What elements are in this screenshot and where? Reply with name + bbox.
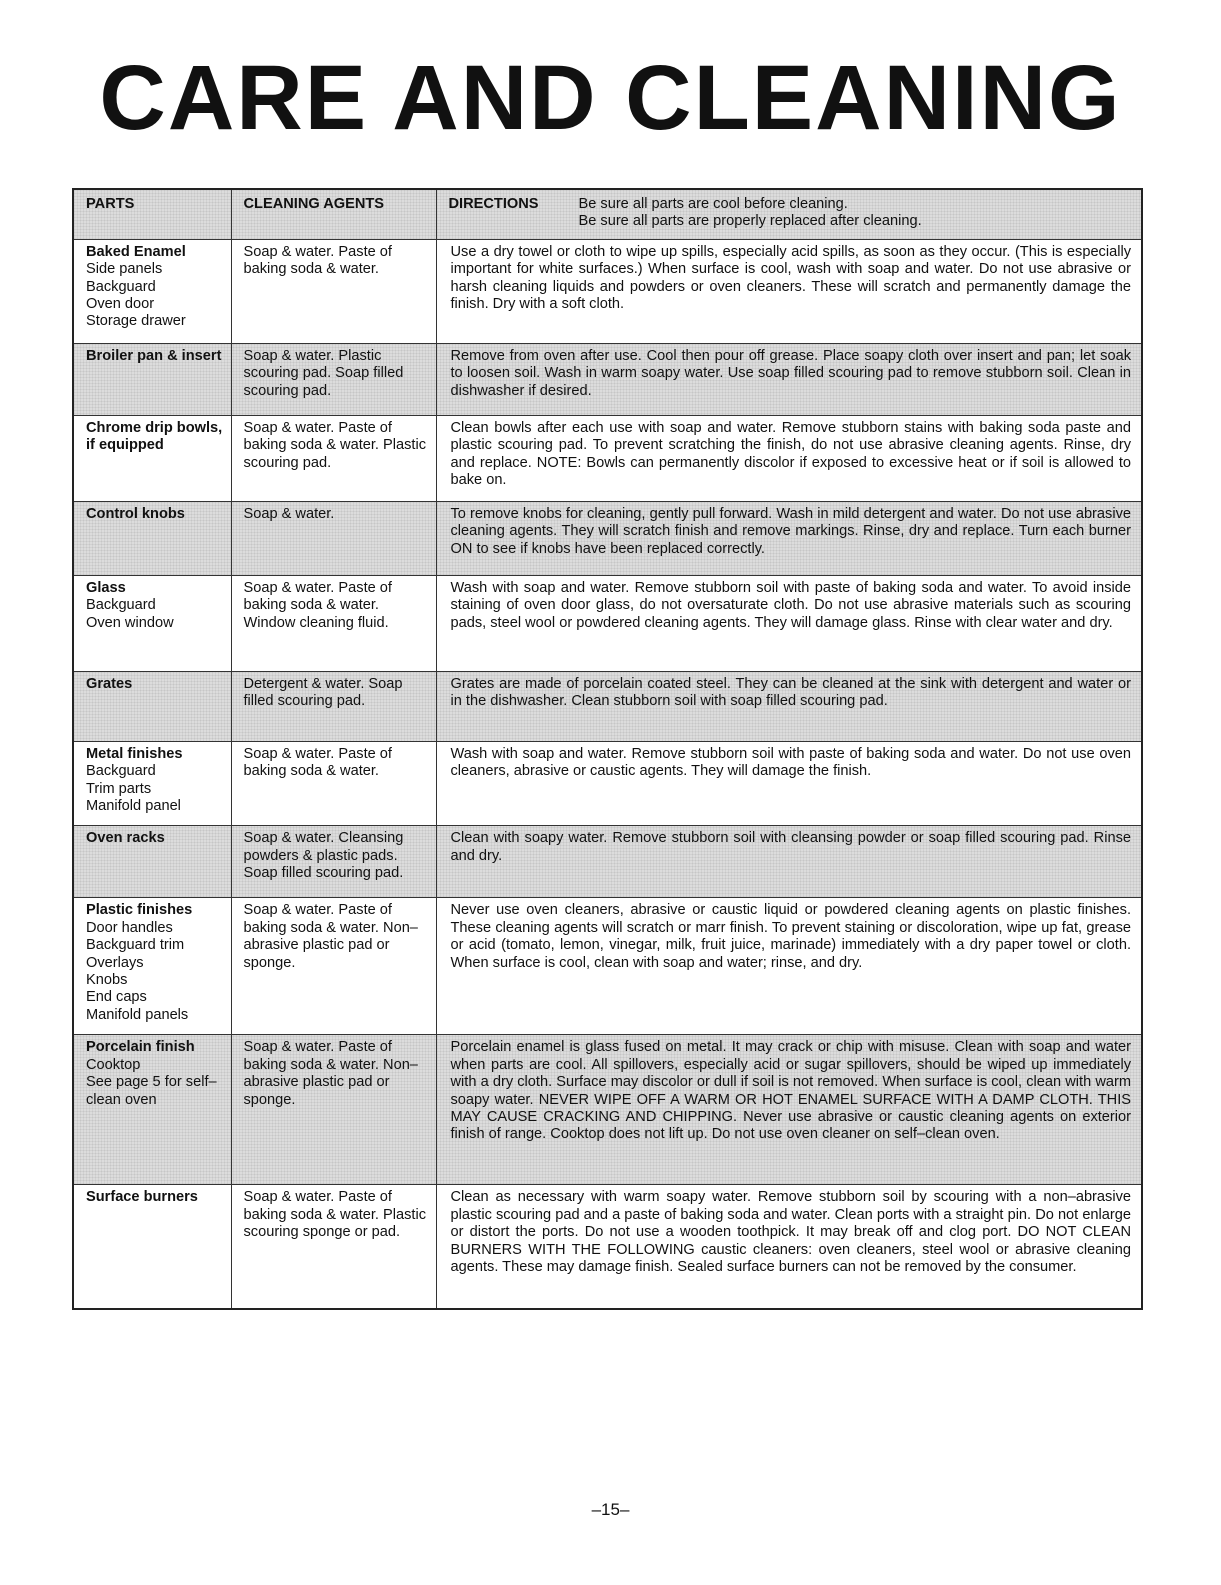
- directions-cell: Clean as necessary with warm soapy water. Remove stubborn soil by scouring with a non–abrasive plastic scouring pad and a paste of baking soda and water. Clean ports with a straight pin. Do not enlarge or distort the ports. Do not use a wooden toothpick. It may break off and clog port. DO NOT CLEAN BURNERS WITH THE FOLLOWING caustic cleaners: oven cleaners, steel wool or abrasive cleaning agents. These may damage finish. Sealed surface burners can not be removed by the consumer.: [436, 1185, 1142, 1309]
- page-number: –15–: [591, 1500, 630, 1519]
- subpart-item: Oven window: [86, 614, 174, 631]
- part-name: Chrome drip bowls, if equipped: [86, 419, 223, 454]
- care-cleaning-table: [72, 188, 1143, 1310]
- directions-cell: Remove from oven after use. Cool then pour off grease. Place soapy cloth over insert and pan; let soak to loosen soil. Wash in warm soapy water. Use soap filled scouring pad to remove stubborn soil. Clean in dishwasher if desired.: [436, 343, 1142, 415]
- subpart-item: Knobs: [86, 972, 128, 989]
- part-name: Porcelain finish: [86, 1039, 195, 1056]
- subpart-item: Trim parts: [86, 780, 152, 797]
- subpart-item: Oven door: [86, 296, 155, 313]
- subpart-item: Manifold panels: [86, 1006, 189, 1023]
- header-note-cool: Be sure all parts are cool before cleaning.: [578, 196, 848, 212]
- subpart-item: Backguard: [86, 278, 156, 295]
- subpart-item: Backguard trim: [86, 937, 185, 954]
- cleaning-agents-cell: Soap & water. Plastic scouring pad. Soap filled scouring pad.: [231, 343, 436, 415]
- directions-cell: To remove knobs for cleaning, gently pull forward. Wash in mild detergent and water. Do not use abrasive cleaning agents. They will scratch finish and remove markings. Rinse, dry and replace. Turn each burner ON to see if knobs have been replaced correctly.: [436, 501, 1142, 575]
- header-cleaning-agents: CLEANING AGENTS: [231, 189, 436, 239]
- table-row: [73, 501, 1142, 575]
- subpart-item: Door handles: [86, 919, 173, 936]
- part-cell: [73, 239, 231, 343]
- part-name: Metal finishes: [86, 745, 183, 762]
- cleaning-agents-cell: Soap & water.: [231, 501, 436, 575]
- header-directions: [436, 189, 1142, 239]
- table-row: [73, 671, 1142, 741]
- directions-cell: Porcelain enamel is glass fused on metal. It may crack or chip with misuse. Clean with soap and water when parts are cool. All spillovers, especially acid or sugar spillovers, should be wiped up immediately with a dry cloth. Surface may discolor or dull if soil is not removed. When surface is cool, clean with warm soapy water. NEVER WIPE OFF A WARM OR HOT ENAMEL SURFACE WITH A DAMP CLOTH. THIS MAY CAUSE CRACKING AND CHIPPING. Never use abrasive or caustic cleaning agents on exterior finish of range. Cooktop does not lift up. Do not use oven cleaner on self–clean oven.: [436, 1035, 1142, 1185]
- table-row: [73, 1185, 1142, 1309]
- subpart-item: Backguard: [86, 763, 156, 780]
- subpart-item: Manifold panel: [86, 798, 181, 815]
- part-cell: [73, 741, 231, 826]
- part-name: Baked Enamel: [86, 243, 186, 260]
- subpart-item: End caps: [86, 989, 147, 1006]
- directions-cell: Wash with soap and water. Remove stubborn soil with paste of baking soda and water. Do not use oven cleaners, abrasive or caustic agents. They will damage the finish.: [436, 741, 1142, 826]
- table-body: [73, 239, 1142, 1308]
- cleaning-agents-cell: Soap & water. Paste of baking soda & water. Window cleaning fluid.: [231, 575, 436, 671]
- part-name: Control knobs: [86, 505, 185, 522]
- subpart-item: Backguard: [86, 597, 156, 614]
- directions-cell: Clean with soapy water. Remove stubborn soil with cleansing powder or soap filled scouring pad. Rinse and dry.: [436, 826, 1142, 898]
- header-parts: PARTS: [73, 189, 231, 239]
- part-cell: [73, 343, 231, 415]
- cleaning-agents-cell: Soap & water. Cleansing powders & plastic pads. Soap filled scouring pad.: [231, 826, 436, 898]
- subpart-item: See page 5 for self–clean oven: [86, 1074, 217, 1108]
- part-cell: [73, 415, 231, 501]
- directions-cell: Grates are made of porcelain coated steel. They can be cleaned at the sink with detergent and water or in the dishwasher. Clean stubborn soil with soap filled scouring pad.: [436, 671, 1142, 741]
- directions-cell: Never use oven cleaners, abrasive or caustic liquid or powdered cleaning agents on plastic finishes. These cleaning agents will scratch or marr finish. To prevent staining or discoloration, wipe up fat, grease or acid (tomato, lemon, vinegar, milk, fruit juice, marinade) immediately with a dry paper towel or cloth. When surface is cool, clean with soap and water; rinse, and dry.: [436, 898, 1142, 1035]
- cleaning-agents-cell: Soap & water. Paste of baking soda & water. Non–abrasive plastic pad or sponge.: [231, 898, 436, 1035]
- header-directions-label: DIRECTIONS: [448, 196, 539, 212]
- subpart-item: Cooktop: [86, 1056, 141, 1073]
- part-cell: [73, 575, 231, 671]
- cleaning-agents-cell: Soap & water. Paste of baking soda & water.: [231, 741, 436, 826]
- part-cell: [73, 501, 231, 575]
- subpart-item: Overlays: [86, 954, 144, 971]
- cleaning-agents-cell: Soap & water. Paste of baking soda & water.: [231, 239, 436, 343]
- cleaning-agents-cell: Soap & water. Paste of baking soda & water. Non–abrasive plastic pad or sponge.: [231, 1035, 436, 1185]
- part-name: Plastic finishes: [86, 902, 193, 919]
- part-cell: [73, 826, 231, 898]
- directions-cell: Wash with soap and water. Remove stubborn soil with paste of baking soda and water. To avoid inside staining of oven door glass, do not oversaturate cloth. Do not use abrasive materials such as scouring pads, steel wool or powdered cleaning agents. They will damage glass. Rinse with clear water and dry.: [436, 575, 1142, 671]
- header-notes: [579, 196, 922, 231]
- part-cell: [73, 1035, 231, 1185]
- directions-cell: Clean bowls after each use with soap and water. Remove stubborn stains with baking soda paste and plastic scouring pad. To prevent scratching the finish, do not use abrasive cleaning agents. Rinse, dry and replace. NOTE: Bowls can permanently discolor if exposed to excessive heat or if soil is allowed to bake on.: [436, 415, 1142, 501]
- table-row: [73, 826, 1142, 898]
- part-name: Broiler pan & insert: [86, 347, 222, 364]
- table-row: [73, 898, 1142, 1035]
- table-header-row: [73, 189, 1142, 239]
- table-row: [73, 415, 1142, 501]
- part-name: Oven racks: [86, 830, 165, 847]
- table-row: [73, 1035, 1142, 1185]
- part-name: Grates: [86, 675, 133, 692]
- part-cell: [73, 1185, 231, 1309]
- table-row: [73, 741, 1142, 826]
- subpart-item: Storage drawer: [86, 313, 186, 330]
- cleaning-agents-cell: Soap & water. Paste of baking soda & water. Plastic scouring sponge or pad.: [231, 1185, 436, 1309]
- table-row: [73, 239, 1142, 343]
- cleaning-agents-cell: Detergent & water. Soap filled scouring pad.: [231, 671, 436, 741]
- part-cell: [73, 671, 231, 741]
- subpart-item: Side panels: [86, 261, 163, 278]
- part-name: Glass: [86, 579, 126, 596]
- header-note-replaced: Be sure all parts are properly replaced after cleaning.: [578, 213, 922, 230]
- part-cell: [73, 898, 231, 1035]
- part-name: Surface burners: [86, 1189, 198, 1206]
- directions-cell: Use a dry towel or cloth to wipe up spills, especially acid spills, as soon as they occur. (This is especially important for white surfaces.) When surface is cool, wash with soap and water. Do not use abrasive or harsh cleaning liquids and powders or oven cleaners. These will scratch and permanently damage the finish. Dry with a soft cloth.: [436, 239, 1142, 343]
- table-row: [73, 343, 1142, 415]
- table-row: [73, 575, 1142, 671]
- cleaning-agents-cell: Soap & water. Paste of baking soda & water. Plastic scouring pad.: [231, 415, 436, 501]
- page-title: CARE AND CLEANING: [99, 47, 1122, 149]
